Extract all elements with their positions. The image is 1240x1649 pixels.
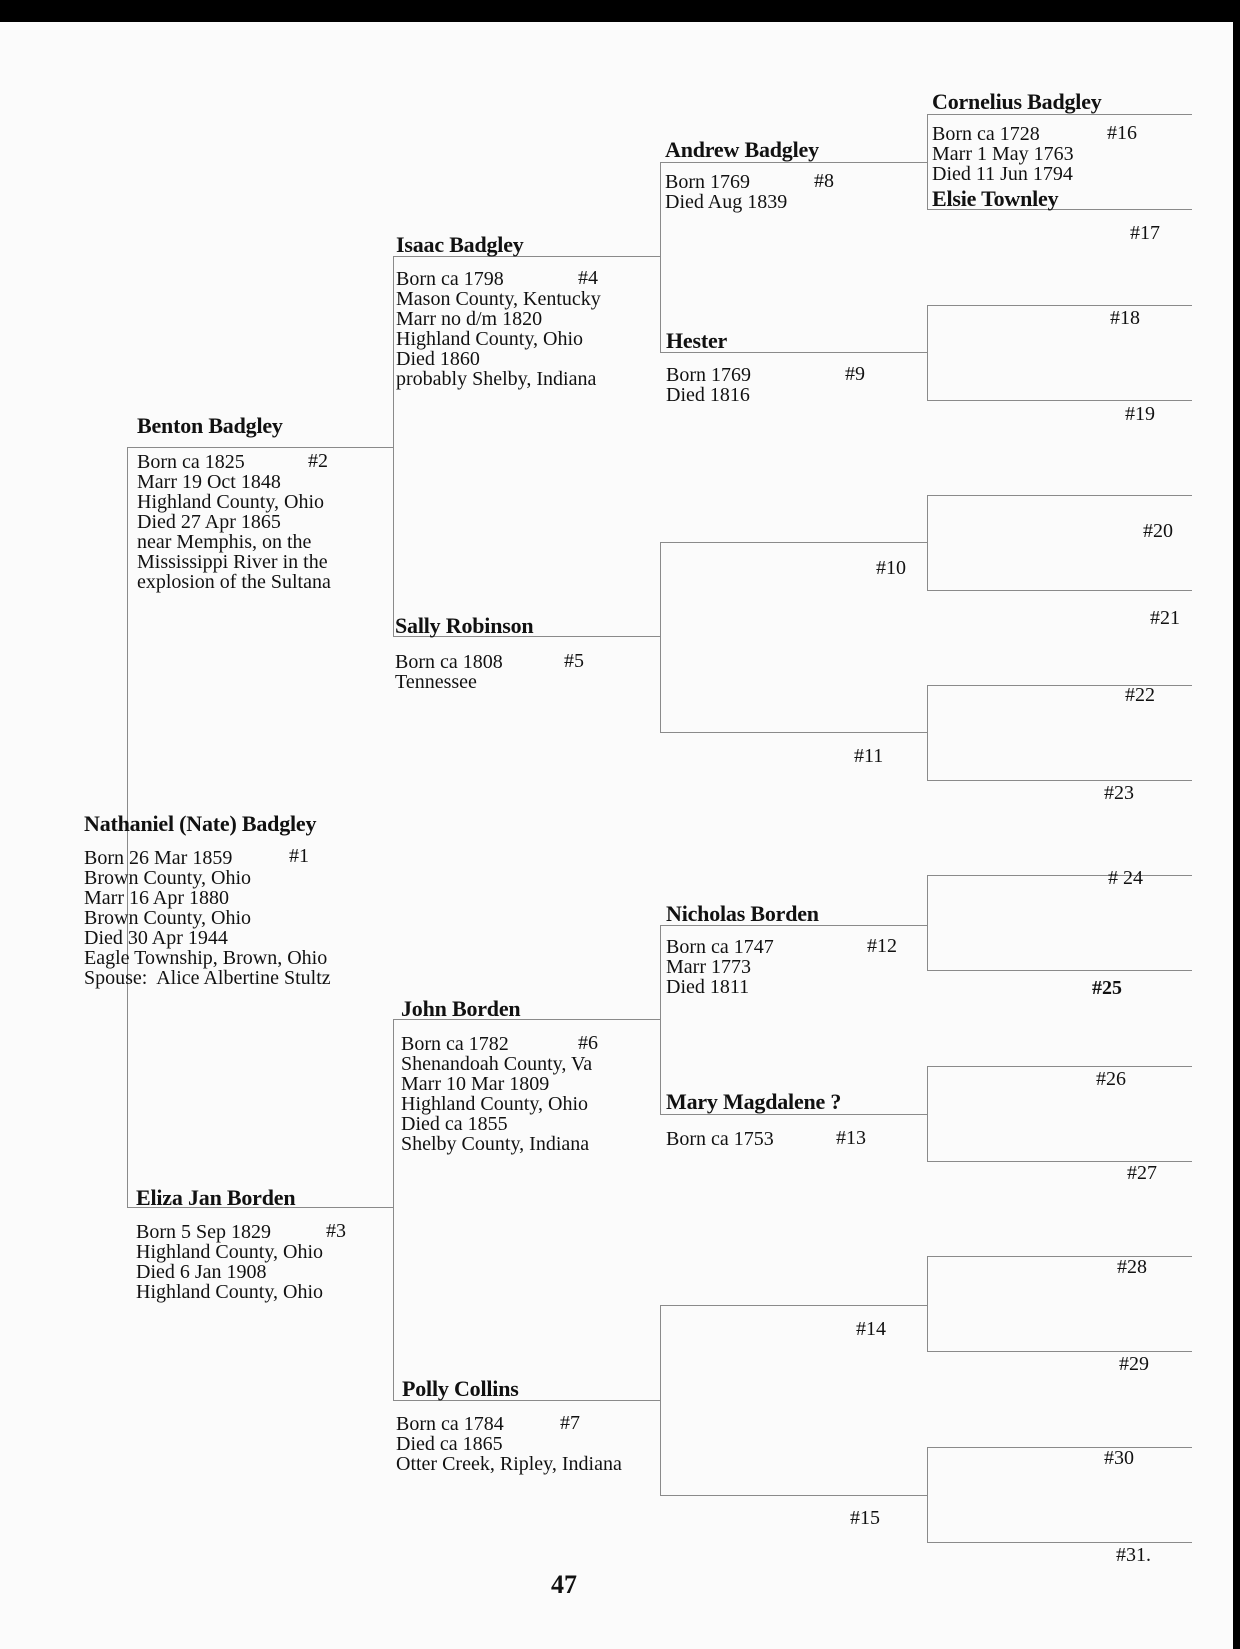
person-12-name: Nicholas Borden [666,901,819,926]
person-4-details [396,269,601,389]
person-3-number: #3 [326,1220,346,1242]
person-7-number: #7 [560,1412,580,1434]
detail-line: Died 30 Apr 1944 [84,927,228,949]
connector-p18-line [927,305,1192,306]
detail-line: Died Aug 1839 [665,191,788,213]
detail-line: Eagle Township, Brown, Ohio [84,947,328,969]
person-22-number: #22 [1125,684,1155,706]
person-13-details [666,1129,774,1149]
connector-p31-line [927,1542,1192,1543]
detail-line: Born ca 1753 [666,1128,774,1150]
detail-line: Brown County, Ohio [84,867,252,889]
connector-andrew-line [660,162,927,163]
person-8-name: Andrew Badgley [665,137,819,162]
connector-john-parents-vertical [660,925,661,1114]
connector-nicholas-parents-vertical [927,875,928,970]
detail-line: Born ca 1808 [395,651,503,673]
detail-line: Born ca 1784 [396,1413,504,1435]
connector-p24-line [927,875,1192,876]
detail-line: Born 1769 [665,171,750,193]
connector-polly-parents-vertical [660,1305,661,1495]
person-3-details [136,1222,323,1302]
detail-line: Born ca 1728 [932,123,1040,145]
detail-line: Died ca 1865 [396,1433,503,1455]
person-24-number: # 24 [1108,867,1143,889]
detail-line: Shelby County, Indiana [401,1133,590,1155]
detail-line: Died 1860 [396,348,480,370]
connector-p30-line [927,1447,1192,1448]
detail-line: explosion of the Sultana [137,571,331,593]
detail-line: Highland County, Ohio [136,1281,324,1303]
detail-line: Highland County, Ohio [137,491,325,513]
detail-line: Mason County, Kentucky [396,288,601,310]
person-18-number: #18 [1110,307,1140,329]
person-3-name: Eliza Jan Borden [136,1185,296,1210]
detail-line: Otter Creek, Ripley, Indiana [396,1453,622,1475]
detail-line: Died ca 1855 [401,1113,508,1135]
person-4-number: #4 [578,267,598,289]
person-21-number: #21 [1150,607,1180,629]
connector-p19-line [927,400,1192,401]
person-1-number: #1 [289,845,309,867]
person-9-details [666,365,751,405]
page-number: 47 [551,1570,577,1599]
connector-sally-parents-vertical [660,542,661,732]
detail-line: Spouse: Alice Albertine Stultz [84,967,331,989]
connector-eliza-parents-vertical [393,1019,394,1400]
detail-line: Died 6 Jan 1908 [136,1261,267,1283]
person-29-number: #29 [1119,1353,1149,1375]
person-20-number: #20 [1143,520,1173,542]
pedigree-page [0,22,1233,1649]
detail-line: Born 1769 [666,364,751,386]
detail-line: Highland County, Ohio [396,328,584,350]
person-5-name: Sally Robinson [395,613,534,638]
person-16-details [932,124,1074,184]
connector-p20-line [927,495,1192,496]
detail-line: Brown County, Ohio [84,907,252,929]
connector-p21-line [927,590,1192,591]
person-8-details [665,172,787,212]
person-6-details [401,1034,592,1154]
person-7-details [396,1414,622,1474]
connector-hester-parents-vertical [927,305,928,400]
detail-line: Born ca 1825 [137,451,245,473]
person-13-number: #13 [836,1127,866,1149]
connector-p14-line [660,1305,927,1306]
detail-line: Highland County, Ohio [401,1093,589,1115]
person-30-number: #30 [1104,1447,1134,1469]
detail-line: Born 26 Mar 1859 [84,847,233,869]
person-28-number: #28 [1117,1256,1147,1278]
person-5-details [395,652,503,692]
detail-line: Marr 19 Oct 1848 [137,471,281,493]
person-6-number: #6 [578,1032,598,1054]
person-12-number: #12 [867,935,897,957]
connector-p29-line [927,1351,1192,1352]
detail-line: Born 5 Sep 1829 [136,1221,271,1243]
person-14-number: #14 [856,1318,886,1340]
connector-p10-parents-vertical [927,495,928,590]
connector-p15-line [660,1495,927,1496]
connector-benton-parents-vertical [393,256,394,636]
connector-p11-line [660,732,927,733]
person-4-name: Isaac Badgley [396,232,524,257]
detail-line: Mississippi River in the [137,551,328,573]
detail-line: Died 27 Apr 1865 [137,511,281,533]
person-1-name: Nathaniel (Nate) Badgley [84,811,317,836]
detail-line: Born ca 1798 [396,268,504,290]
connector-mary-parents-vertical [927,1066,928,1161]
detail-line: Died 11 Jun 1794 [932,163,1073,185]
connector-andrew-parents-vertical [927,114,928,209]
detail-line: Highland County, Ohio [136,1241,324,1263]
person-27-number: #27 [1127,1162,1157,1184]
person-15-number: #15 [850,1507,880,1529]
person-11-number: #11 [854,745,884,767]
person-1-details [84,848,331,988]
person-10-number: #10 [876,557,906,579]
person-9-name: Hester [666,328,728,353]
person-2-details [137,452,331,592]
person-7-name: Polly Collins [402,1376,519,1401]
connector-mary-line [660,1114,927,1115]
detail-line: Marr 10 Mar 1809 [401,1073,550,1095]
connector-p26-line [927,1066,1192,1067]
person-8-number: #8 [814,170,834,192]
connector-p28-line [927,1256,1192,1257]
detail-line: Tennessee [395,671,477,693]
detail-line: Born ca 1782 [401,1033,509,1055]
connector-isaac-parents-vertical [660,162,661,352]
detail-line: near Memphis, on the [137,531,312,553]
connector-p15-parents-vertical [927,1447,928,1542]
person-2-name: Benton Badgley [137,413,283,438]
detail-line: Died 1816 [666,384,750,406]
connector-p16-line [927,114,1192,115]
connector-p10-line [660,542,927,543]
detail-line: Died 1811 [666,976,750,998]
person-31-number: #31. [1116,1544,1151,1566]
detail-line: Marr 1 May 1763 [932,143,1074,165]
person-17-number: #17 [1130,222,1160,244]
detail-line: Born ca 1747 [666,936,774,958]
person-13-name: Mary Magdalene ? [666,1089,842,1114]
person-12-details [666,937,774,997]
detail-line: probably Shelby, Indiana [396,368,597,390]
person-23-number: #23 [1104,782,1134,804]
person-6-name: John Borden [401,996,521,1021]
person-17-name: Elsie Townley [932,186,1059,211]
person-25-number: #25 [1092,977,1122,999]
connector-p14-parents-vertical [927,1256,928,1351]
connector-p23-line [927,780,1192,781]
connector-p11-parents-vertical [927,685,928,780]
person-16-number: #16 [1107,122,1137,144]
person-2-number: #2 [308,450,328,472]
detail-line: Marr 1773 [666,956,751,978]
person-9-number: #9 [845,363,865,385]
person-26-number: #26 [1096,1068,1126,1090]
person-19-number: #19 [1125,403,1155,425]
detail-line: Shenandoah County, Va [401,1053,593,1075]
detail-line: Marr no d/m 1820 [396,308,543,330]
person-16-name: Cornelius Badgley [932,89,1102,114]
person-5-number: #5 [564,650,584,672]
detail-line: Marr 16 Apr 1880 [84,887,229,909]
connector-benton-line [127,447,393,448]
connector-p25-line [927,970,1192,971]
